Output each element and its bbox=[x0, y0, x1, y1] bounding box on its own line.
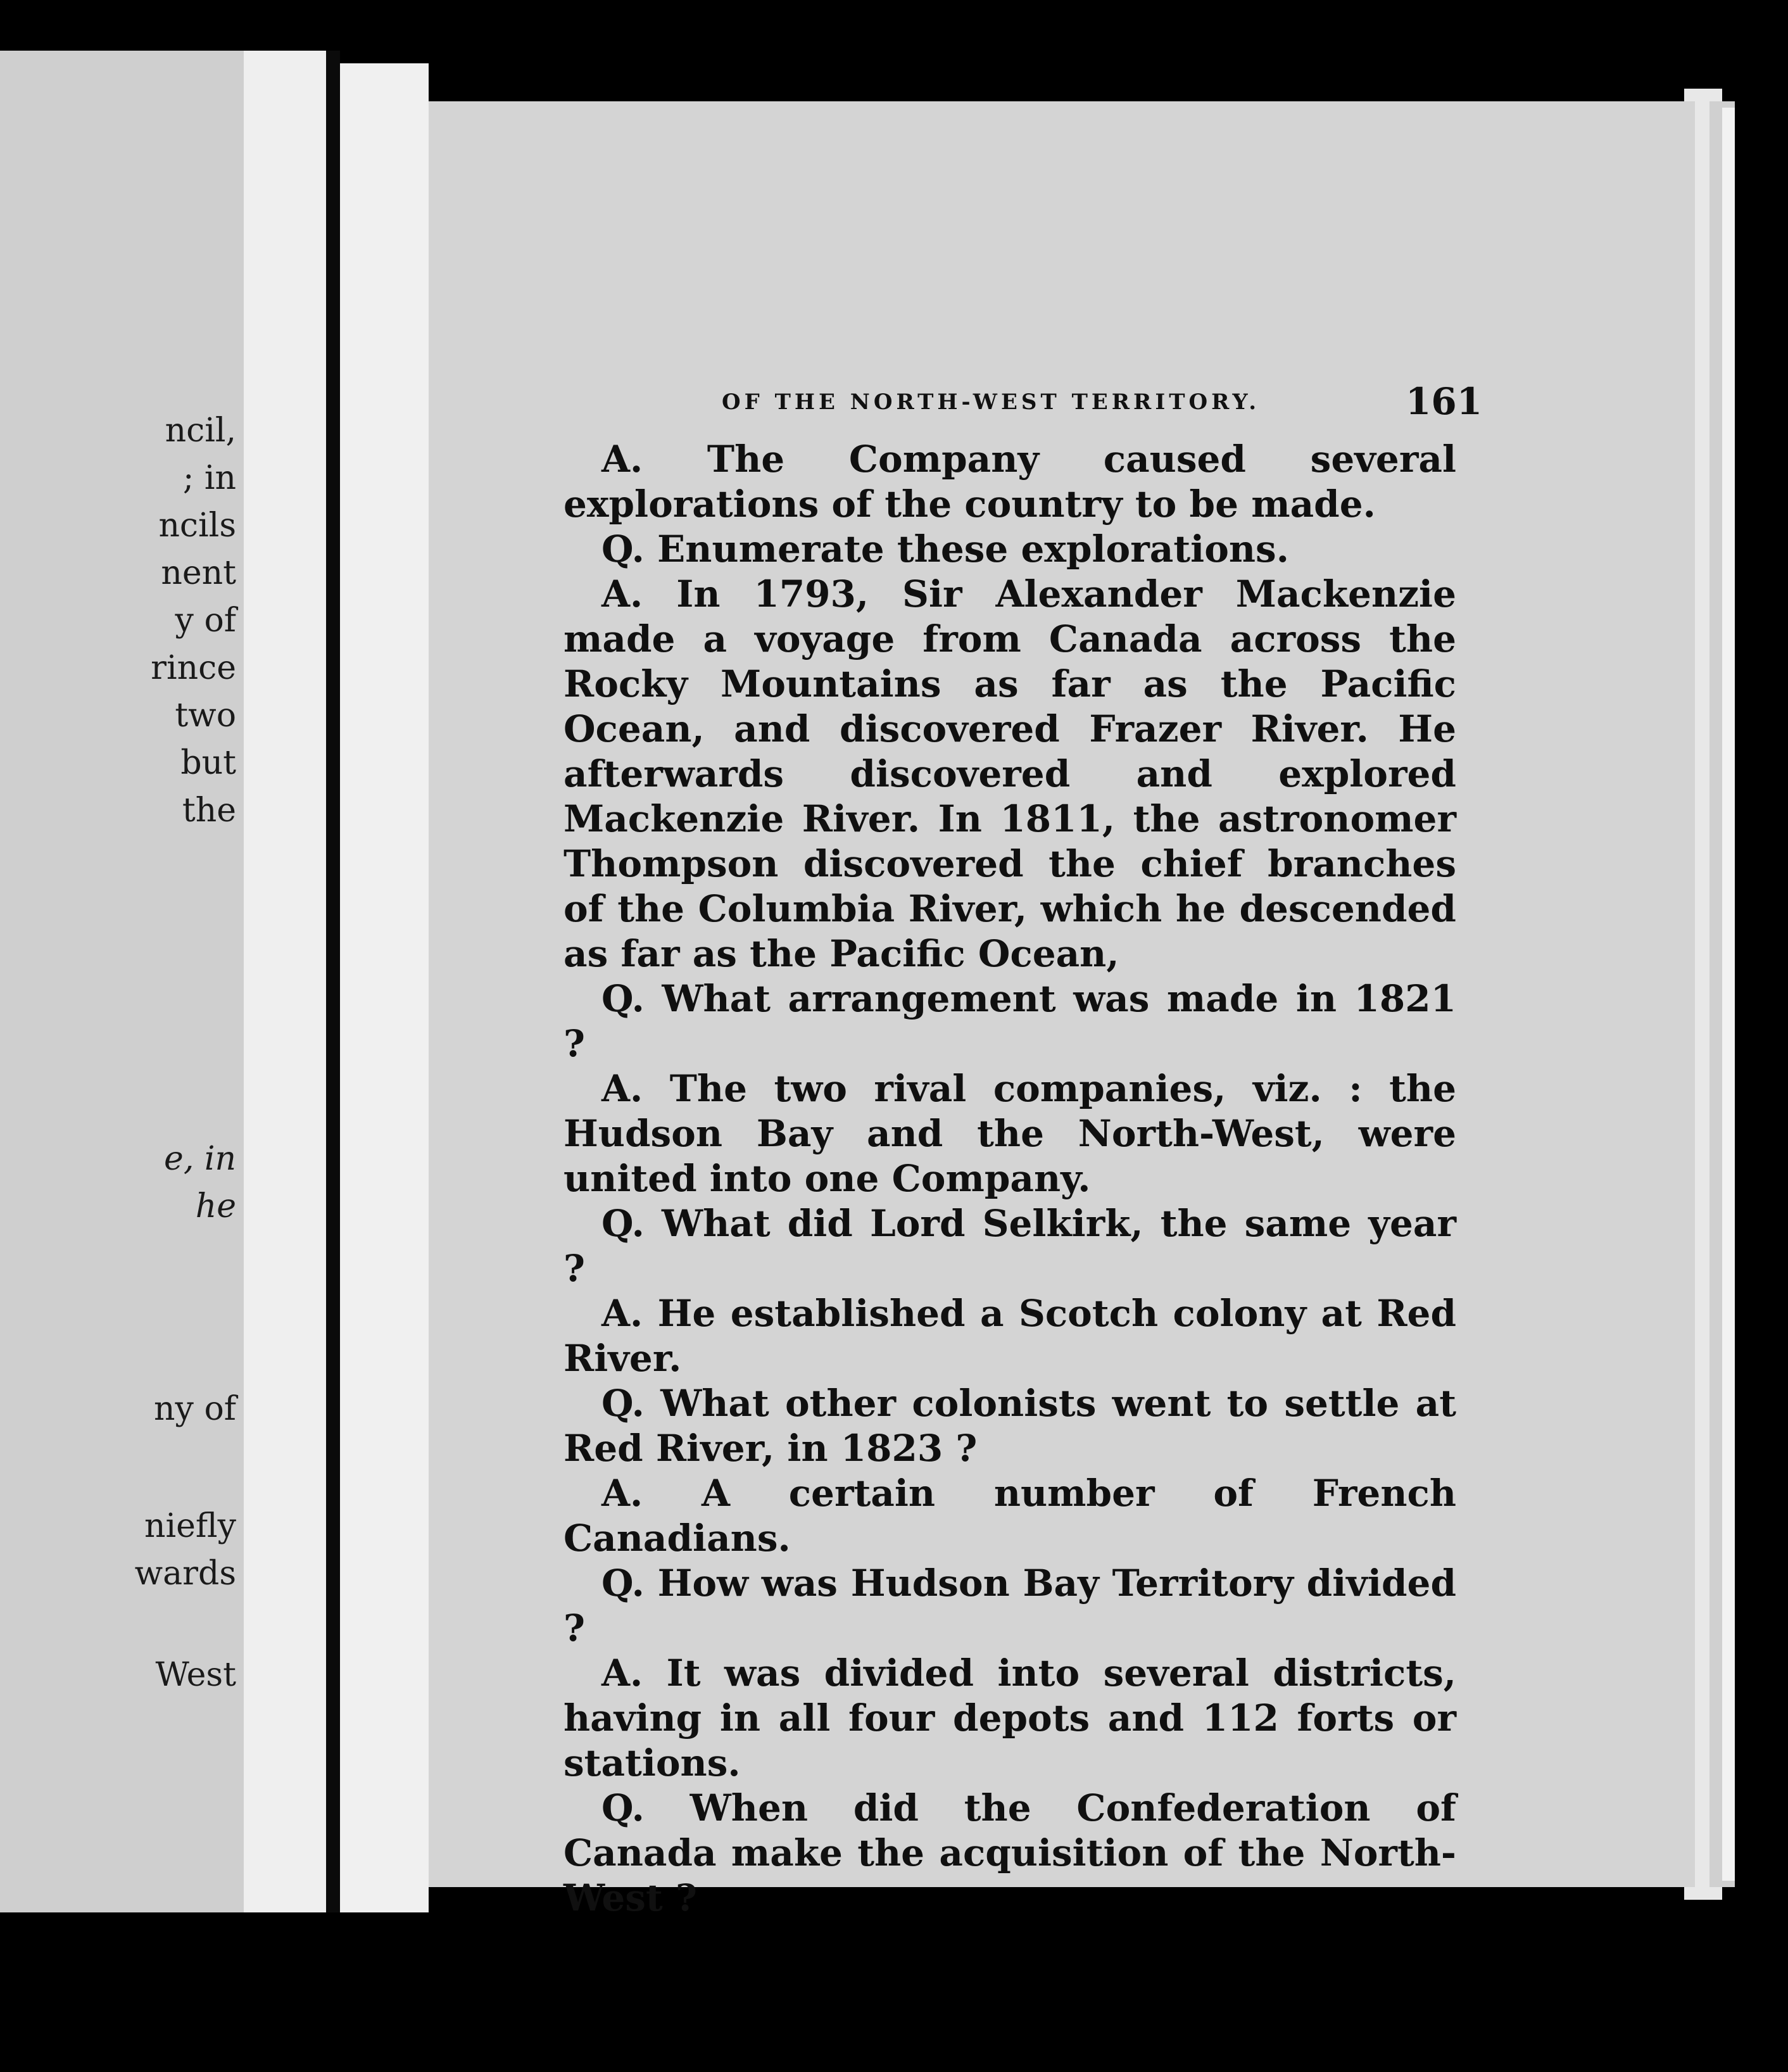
paragraph-text: What arrangement was made in 1821 ? bbox=[563, 977, 1456, 1065]
left-page-line: ny of bbox=[154, 1390, 236, 1428]
speaker-label: A. bbox=[601, 1292, 643, 1335]
paragraph-text: A certain number of French Canadians. bbox=[563, 1472, 1456, 1560]
speaker-label: A. bbox=[601, 572, 643, 616]
question-paragraph bbox=[563, 527, 1456, 572]
left-page-line: ; in bbox=[182, 459, 236, 497]
speaker-label: A. bbox=[601, 438, 643, 481]
speaker-label: Q. bbox=[601, 1202, 645, 1245]
paragraph-text: Enumerate these explorations. bbox=[657, 527, 1289, 571]
paragraph-text: How was Hudson Bay Territory divided ? bbox=[563, 1562, 1456, 1650]
left-page-line: wards bbox=[134, 1555, 236, 1593]
left-page-line: niefly bbox=[144, 1507, 236, 1545]
paragraph-text: What other colonists went to settle at Red River, in 1823 ? bbox=[563, 1382, 1456, 1470]
speaker-label: Q. bbox=[601, 977, 645, 1020]
question-paragraph bbox=[563, 1786, 1456, 1921]
answer-paragraph bbox=[563, 572, 1456, 976]
speaker-label: A. bbox=[601, 1067, 643, 1110]
left-page-line: the bbox=[182, 792, 236, 830]
question-paragraph bbox=[563, 976, 1456, 1066]
paragraph-text: When did the Confederation of Canada make the acquisition of the North-West ? bbox=[563, 1786, 1456, 1919]
left-page-line: he bbox=[195, 1187, 236, 1225]
speaker-label: Q. bbox=[601, 1562, 645, 1605]
question-paragraph bbox=[563, 1561, 1456, 1651]
left-page-fragment bbox=[0, 51, 244, 1912]
left-page-line: but bbox=[180, 744, 236, 782]
binding-gutter bbox=[326, 51, 340, 1912]
paragraph-text: What did Lord Selkirk, the same year ? bbox=[563, 1202, 1457, 1290]
page-number: 161 bbox=[1406, 380, 1483, 423]
answer-paragraph bbox=[563, 1471, 1456, 1561]
running-head: OF THE NORTH-WEST TERRITORY. bbox=[722, 389, 1261, 415]
left-page-line: ncils bbox=[158, 507, 236, 545]
speaker-label: Q. bbox=[601, 527, 645, 571]
answer-paragraph bbox=[563, 437, 1456, 527]
answer-paragraph bbox=[563, 1291, 1456, 1381]
page-margin-strip bbox=[244, 51, 326, 1912]
paragraph-text: In 1793, Sir Alexander Mackenzie made a voyage from Canada across the Rocky Mountains as far as the Pacific Ocean, and discovered Frazer River. He afterwards discovered and explored Mackenzie River. In 1811, the astronomer Thompson discovered the chief branches of the Columbia River, which he descended as far as the Pacific Ocean, bbox=[563, 572, 1456, 975]
paragraph-text: He established a Scotch colony at Red River. bbox=[563, 1292, 1456, 1380]
speaker-label: Q. bbox=[601, 1382, 645, 1425]
left-page-line: y of bbox=[175, 602, 236, 640]
left-page-line: two bbox=[175, 697, 236, 735]
left-page-line: rince bbox=[151, 649, 236, 687]
left-page-line: ncil, bbox=[165, 412, 236, 450]
answer-paragraph bbox=[563, 1651, 1456, 1786]
question-paragraph bbox=[563, 1381, 1456, 1471]
speaker-label: Q. bbox=[601, 1786, 645, 1829]
paragraph-text: The two rival companies, viz. : the Hudson Bay and the North-West, were united into one Company. bbox=[563, 1067, 1456, 1200]
left-page-line: West bbox=[155, 1656, 236, 1694]
page-margin-strip bbox=[340, 63, 429, 1912]
answer-paragraph bbox=[563, 1066, 1456, 1201]
left-page-line: nent bbox=[161, 554, 236, 592]
speaker-label: A. bbox=[601, 1472, 643, 1515]
question-paragraph bbox=[563, 1201, 1456, 1291]
left-page-line: e, in bbox=[164, 1140, 236, 1178]
paragraph-text: The Company caused several explorations of the country to be made. bbox=[563, 438, 1456, 526]
paragraph-text: It was divided into several districts, having in all four depots and 112 forts or stations. bbox=[563, 1652, 1456, 1785]
speaker-label: A. bbox=[601, 1652, 643, 1695]
page-edge bbox=[1722, 108, 1735, 1881]
page-body bbox=[563, 437, 1456, 1921]
